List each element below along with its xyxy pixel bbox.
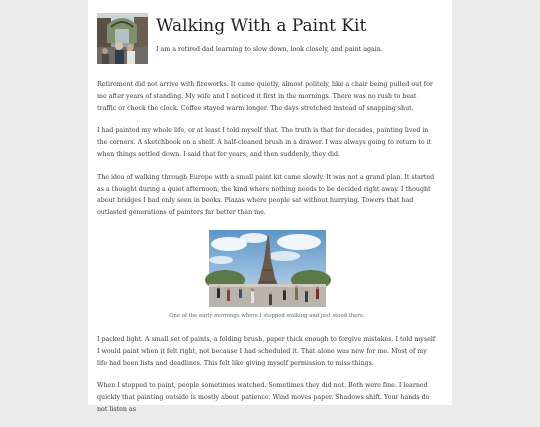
post-paragraph: When I stopped to paint, people sometimes watched. Sometimes they did not. Both were fine. I learned quickly that painting outside is mostly about patience. Wind moves paper. Shadows shift. Your hands do not listen as [97,382,430,413]
blog-title[interactable]: Walking With a Paint Kit [156,16,367,36]
avatar-photo-icon [97,13,148,64]
post-content [97,79,437,427]
eiffel-tower-photo-icon [209,230,326,307]
image-caption: One of the early mornings where I stopped walking and just stood there. [169,312,365,319]
post-image[interactable] [209,230,326,307]
avatar[interactable] [97,13,148,64]
blog-header [97,13,437,65]
post-paragraph: The idea of walking through Europe with a small paint kit came slowly. It was not a grand plan. It started as a thought during a quiet afternoon, the kind where nothing needs to be decided right away. I thought about bridges I had only seen in books. Plazas where people sat without hurrying. Towers that had outlasted generations of painters far better than me. [97,173,435,217]
post-paragraph: I had painted my whole life, or at least I told myself that. The truth is that for decades, painting lived in the corners. A sketchbook on a shelf. A half-cleaned brush in a drawer. I was always going to return to it when things settled down. I said that for years, and then suddenly, they did. [97,127,432,158]
blog-tagline: I am a retired dad learning to slow down, look closely, and paint again. [156,46,383,53]
post-figure [97,230,437,320]
post-paragraph: I packed light. A small set of paints, a folding brush, paper thick enough to forgive mistakes. I told myself I would paint when it felt right, not because I had scheduled it. That alone was new for me. Most of my life had been lists and deadlines. This felt like giving myself permission to miss things. [97,335,436,367]
blog-page [88,0,452,413]
post-paragraph: Retirement did not arrive with fireworks. It came quietly, almost politely, like a chair being pulled out for me after years of standing. My wife and I noticed it first in the mornings. There was no rush to beat traffic or check the clock. Coffee stayed warm longer. The days stretched instead of snapping shut. [97,81,433,112]
